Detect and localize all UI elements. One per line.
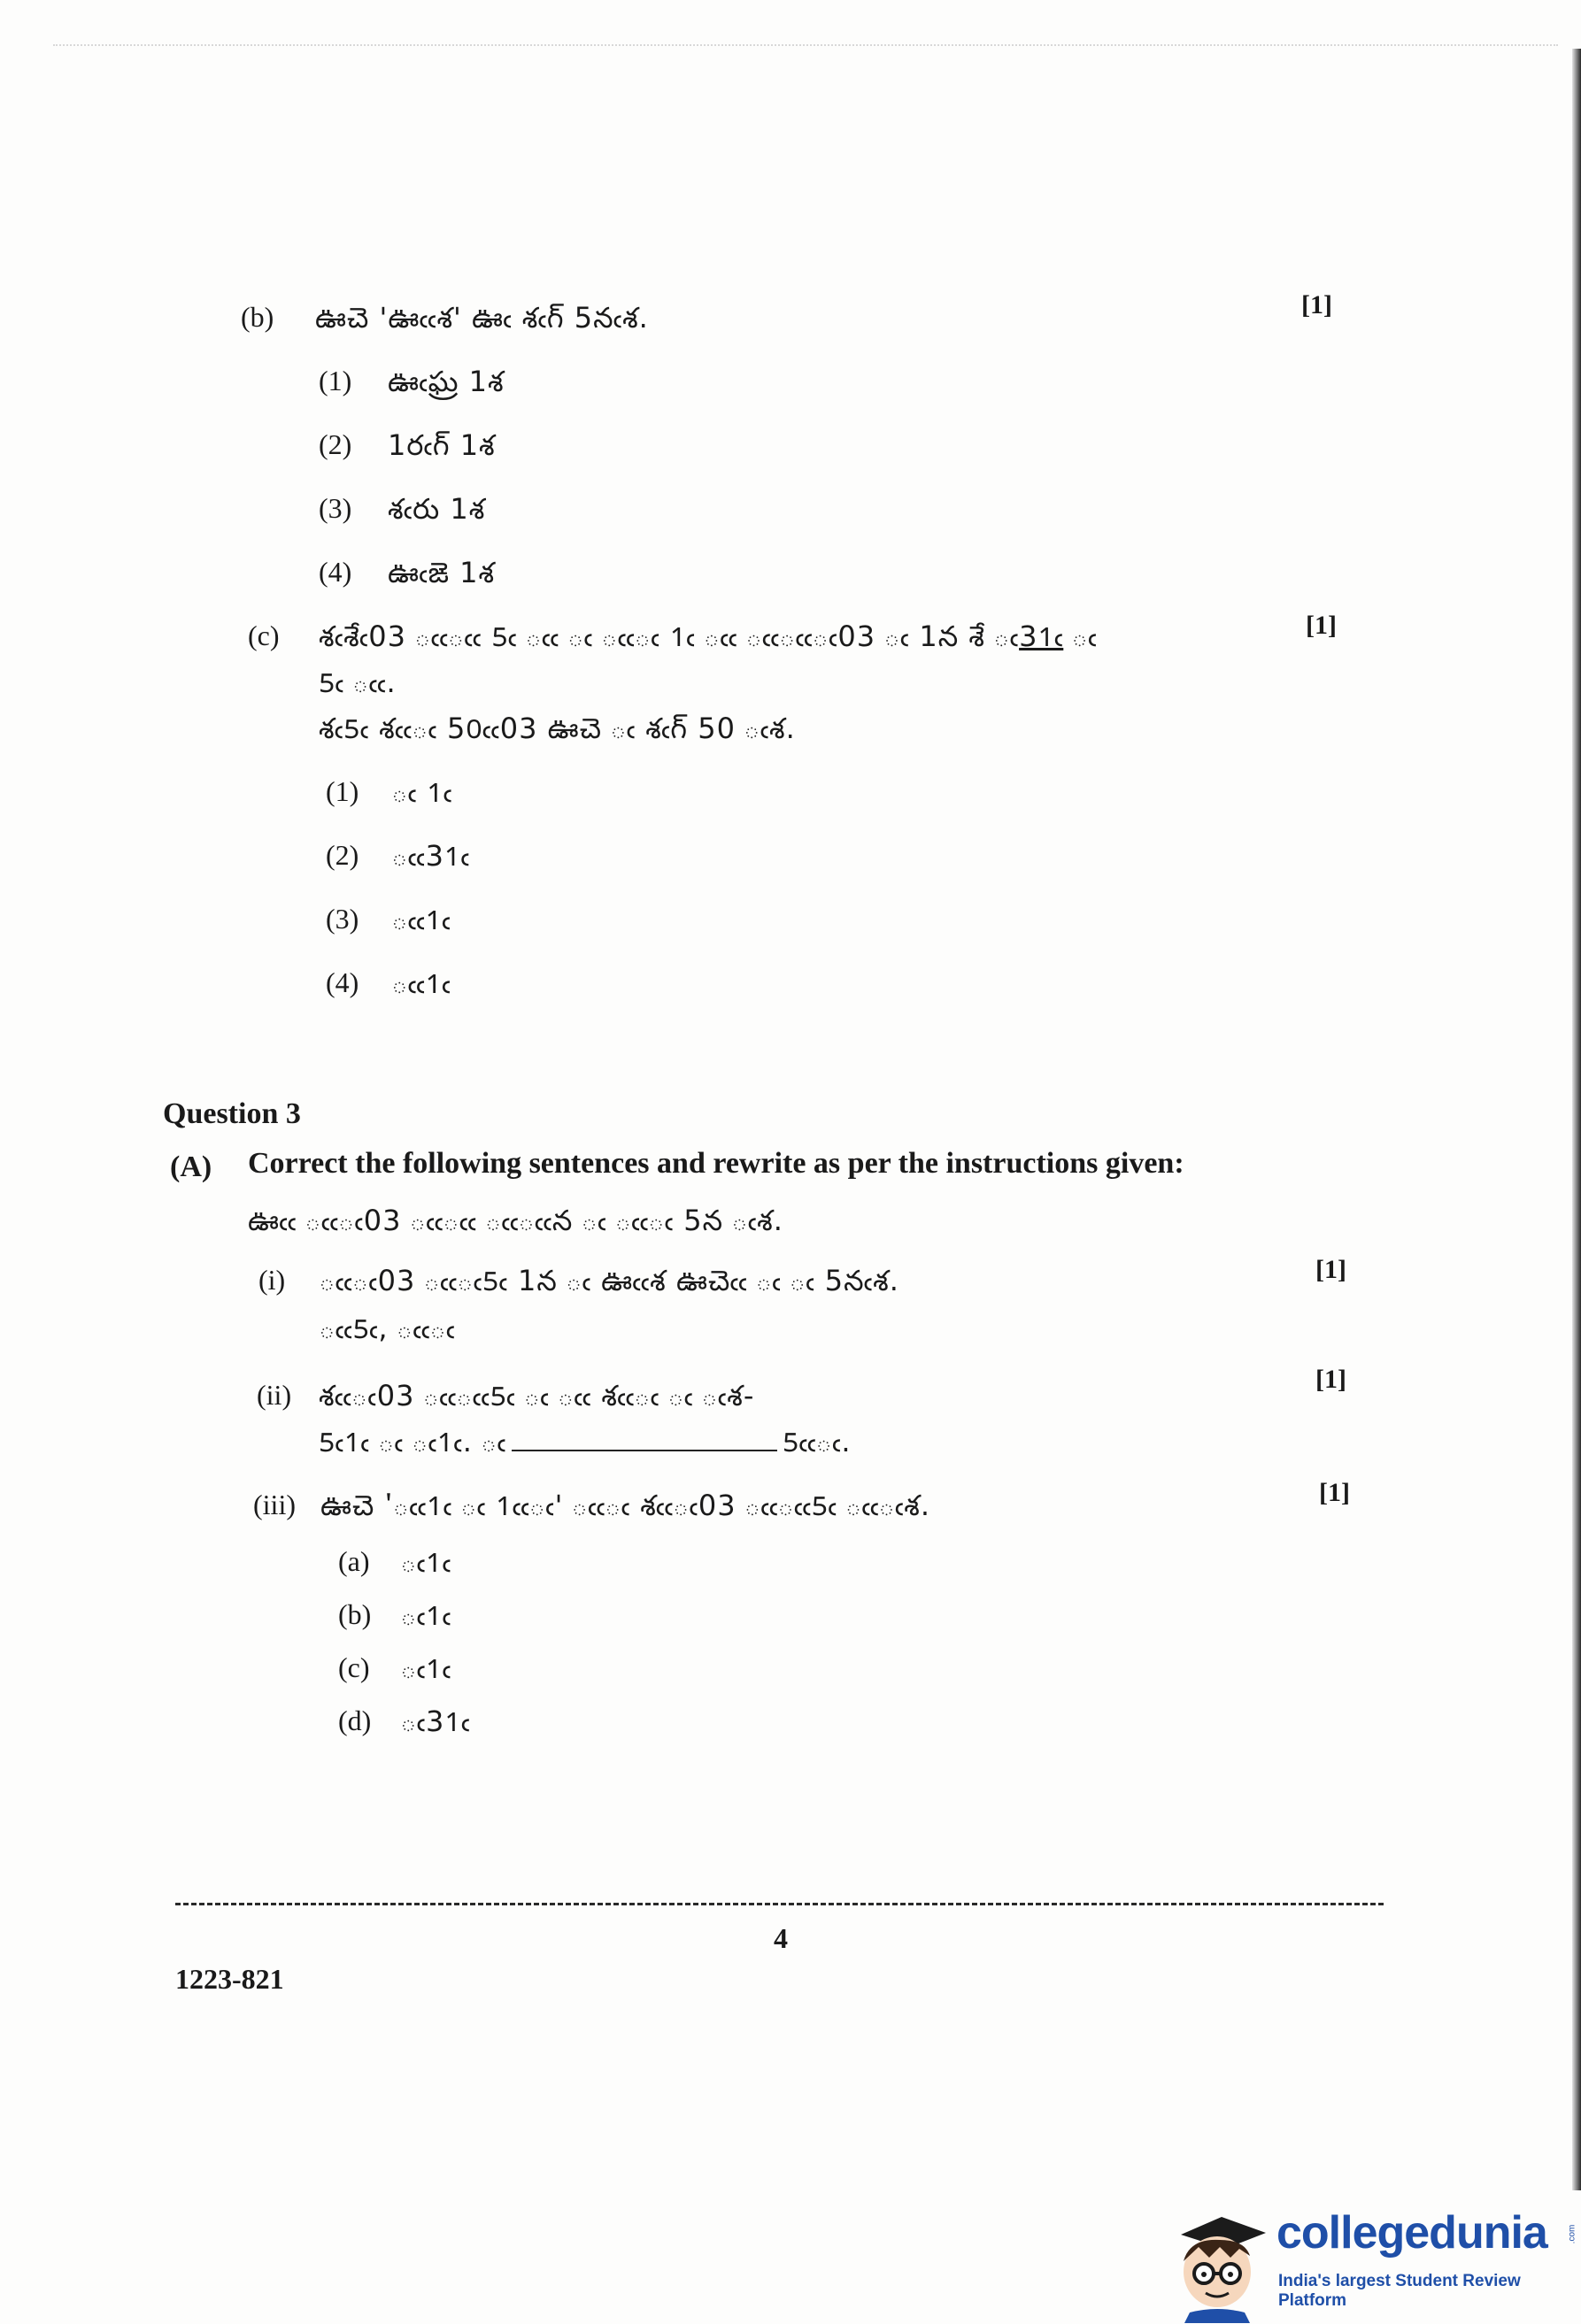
q3a-option-c-text: ఁ1ఁ (400, 1651, 451, 1685)
q2c-line-1-text: శఁశేఁ03 ఁఁఁఁ 5ఁ ఁఁ ఁ ఁఁఁ 1ఁ ఁఁ ఁఁఁఁఁ03 ఁ 1న శే (319, 619, 985, 653)
top-dotted-rule (53, 44, 1558, 46)
q3a-option-d-text: ఁ31ఁ (400, 1705, 471, 1738)
q2c-label: (c) (248, 619, 280, 651)
q3a-ii-marks: [1] (1315, 1365, 1346, 1394)
q2c-option-2-text: ఁఁ31ఁ (391, 839, 470, 873)
q3a-label: (A) (170, 1150, 212, 1183)
q3a-i-line-2: ఁఁ5ఁ, ఁఁఁ (319, 1312, 456, 1345)
q3a-ii-num: (ii) (257, 1379, 292, 1411)
q2b-option-4-num: (4) (319, 556, 352, 588)
q3a-instruction-translation: ఊఁఁ ఁఁఁ03 ఁఁఁఁ ఁఁఁఁన ఁ ఁఁఁ 5న ఁశ. (248, 1204, 783, 1237)
q2b-option-1-num: (1) (319, 365, 352, 396)
q2b-option-3-text: శఁరు 1శ (388, 492, 486, 526)
question-3-heading: Question 3 (163, 1097, 301, 1130)
page-number: 4 (774, 1922, 788, 1954)
watermark-brand: collegedunia (1276, 2207, 1547, 2259)
watermark-suffix: .com (1567, 2224, 1577, 2244)
q3a-i-marks: [1] (1315, 1255, 1346, 1284)
q2c-line-3: శఁ5ఁ శఁఁఁ 50ఁఁ03 ఊచె ఁ శఁగ్ 50 ఁశ. (319, 712, 796, 745)
q3a-ii-line-2-end: 5ఁఁఁ. (782, 1425, 852, 1458)
q3a-option-b-num: (b) (338, 1598, 372, 1630)
q2b-option-2-num: (2) (319, 428, 352, 460)
q3a-option-b-text: ఁ1ఁ (400, 1598, 451, 1632)
q2c-option-4-text: ఁఁ1ఁ (391, 966, 451, 1000)
q2c-option-1-num: (1) (326, 775, 359, 807)
q2c-option-1-text: ఁ 1ఁ (391, 775, 453, 809)
fill-in-blank[interactable] (512, 1450, 777, 1451)
q2b-question-text: ఊచె 'ఊఁఁశ' ఊఁ శఁగ్ 5నఁశ. (315, 301, 649, 335)
q2b-option-1-text: ఊఁఘ్ర 1శ (388, 365, 505, 398)
q3a-i-line-1: ఁఁఁ03 ఁఁఁ5ఁ 1న ఁ ఊఁఁశ ఊచెఁఁ ఁ ఁ 5నఁశ. (319, 1264, 899, 1297)
q3a-option-d-num: (d) (338, 1705, 372, 1736)
q2b-marks: [1] (1301, 290, 1332, 319)
q3a-i-num: (i) (258, 1264, 286, 1296)
q2b-option-2-text: 1రఁగ్ 1శ (388, 428, 496, 462)
collegedunia-watermark (1168, 2190, 1576, 2323)
q3a-ii-line-1: శఁఁఁ03 ఁఁఁఁ5ఁ ఁ ఁఁ శఁఁఁ ఁ ఁశ- (319, 1379, 755, 1412)
q3a-iii-line-1: ఊచె 'ఁఁ1ఁ ఁ 1ఁఁఁ' ఁఁఁ శఁఁఁ03 ఁఁఁఁ5ఁ ఁఁఁశ. (320, 1489, 931, 1522)
mascot-logo-icon (1168, 2199, 1273, 2323)
q2b-option-4-text: ఊఁఙె 1శ (388, 556, 496, 589)
q2c-option-4-num: (4) (326, 966, 359, 998)
q2c-line-2: 5ఁ ఁఁ. (319, 666, 397, 699)
q3a-option-c-num: (c) (338, 1651, 370, 1683)
q3a-ii-line-2 (319, 1425, 852, 1466)
q2c-option-3-num: (3) (326, 903, 359, 935)
q2c-option-2-num: (2) (326, 839, 359, 871)
q2c-line-1 (319, 619, 1097, 660)
q2b-option-3-num: (3) (319, 492, 352, 524)
q3a-iii-num: (iii) (253, 1489, 296, 1520)
q3a-option-a-text: ఁ1ఁ (400, 1545, 451, 1579)
q3a-iii-marks: [1] (1319, 1478, 1350, 1507)
q3a-ii-line-2-text: 5ఁ1ఁ ఁ ఁ1ఁ. ఁ (319, 1425, 506, 1458)
q3a-instruction: Correct the following sentences and rewrite as per the instructions given: (248, 1147, 1184, 1180)
scan-edge-shadow (1572, 49, 1581, 2190)
footer-dashed-rule (175, 1903, 1384, 1905)
paper-code: 1223-821 (175, 1963, 284, 1995)
q2c-marks: [1] (1306, 611, 1337, 640)
q3a-option-a-num: (a) (338, 1545, 370, 1577)
q2c-underlined-word: ఁ31ఁ (1019, 619, 1064, 653)
q2b-label: (b) (241, 301, 274, 333)
watermark-tagline: India's largest Student Review Platform (1278, 2272, 1521, 2310)
q2c-option-3-text: ఁఁ1ఁ (391, 903, 451, 936)
